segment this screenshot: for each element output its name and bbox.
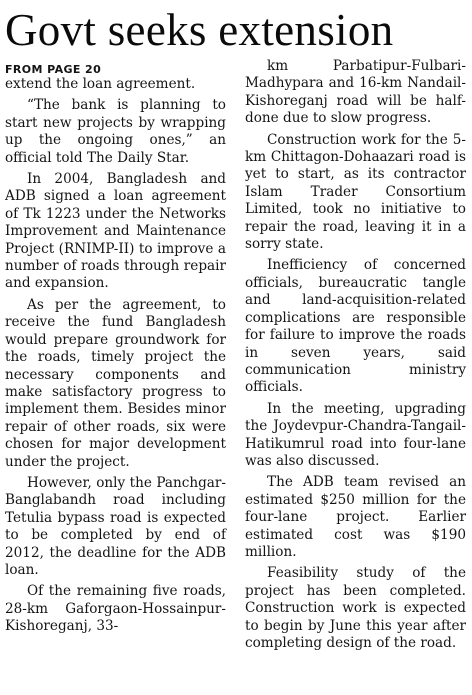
paragraph: Feasibility study of the project has been completed. Construction work is expected to begin by June this year after completing design of the road. — [245, 565, 466, 651]
paragraph: km Parbatipur-Fulbari-Madhypara and 16-km Nandail-Kishoreganj road will be half-done due to slow progress. — [245, 58, 466, 127]
article-body — [5, 58, 466, 656]
paragraph: In 2004, Bangladesh and ADB signed a loan agreement of Tk 1223 under the Networks Improvement and Maintenance Project (RNIMP-II) to improve a number of roads through repair and expansion. — [5, 171, 226, 292]
paragraph: The ADB team revised an estimated $250 million for the four-lane project. Earlier estimated cost was $190 million. — [245, 474, 466, 560]
paragraph: “The bank is planning to start new projects by wrapping up the ongoing ones,” an official told The Daily Star. — [5, 97, 226, 166]
headline: Govt seeks extension — [5, 5, 394, 55]
left-column — [5, 62, 226, 656]
paragraph: Of the remaining five roads, 28-km Gaforgaon-Hossainpur-Kishoreganj, 33- — [5, 583, 226, 635]
paragraph: In the meeting, upgrading the Joydevpur-Chandra-Tangail-Hatikumrul road into four-lane was also discussed. — [245, 400, 466, 469]
paragraph: Inefficiency of concerned officials, bureaucratic tangle and land-acquisition-related complications are responsible for failure to improve the roads in seven years, said communication ministry officials. — [245, 257, 466, 396]
paragraph: However, only the Panchgar-Banglabandh road including Tetulia bypass road is expected to be completed by end of 2012, the deadline for the ADB loan. — [5, 474, 226, 578]
jump-label: FROM PAGE 20 — [5, 63, 102, 76]
right-column — [243, 58, 466, 656]
paragraph: As per the agreement, to receive the fund Bangladesh would prepare groundwork for the roads, timely project the necessary components and make satisfactory progress to implement them. Besides minor repair of other roads, six were chosen for major development under the project. — [5, 296, 226, 470]
paragraph: extend the loan agreement. — [5, 76, 196, 92]
paragraph: Construction work for the 5-km Chittagon-Dohaazari road is yet to start, as its contractor Islam Trader Consortium Limited, took no initiative to repair the road, leaving it in a sorry state. — [245, 131, 466, 253]
